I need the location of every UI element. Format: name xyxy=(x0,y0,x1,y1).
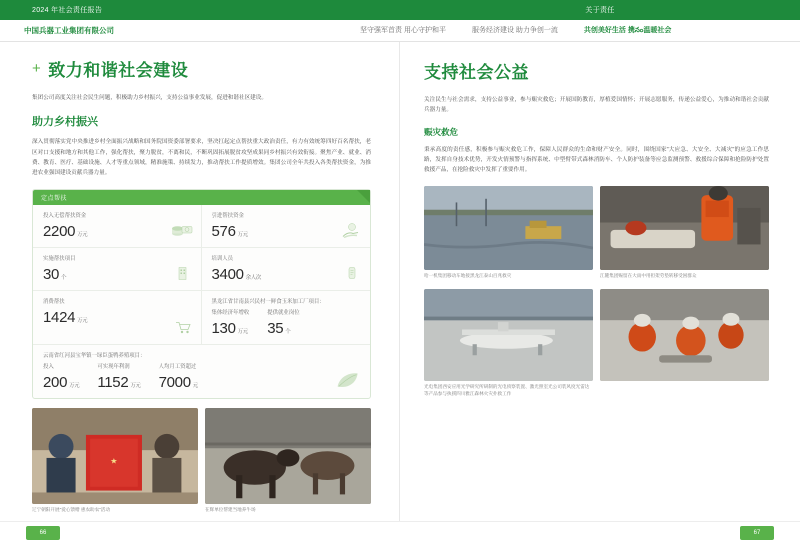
stat-label: 黑龙江省甘南县兴民村一鲜食玉米加工厂项目： xyxy=(211,298,325,305)
page-title-text: 致力和谐社会建设 xyxy=(48,61,189,80)
money-stack-icon xyxy=(171,221,193,239)
stat-cell-yunnan-project xyxy=(33,345,370,398)
top-bar xyxy=(0,0,800,20)
photo-stretcher-rescue xyxy=(600,186,769,270)
nav-item-defense[interactable]: 坚守强军首责 用心守护和平 xyxy=(360,27,446,34)
stat-label: 消费帮扶 xyxy=(43,298,65,305)
stat-value: 2200 xyxy=(43,222,76,240)
page-number-left: 66 xyxy=(26,526,60,540)
stat-value: 3400 xyxy=(211,265,244,283)
stat-value: 35 xyxy=(267,320,284,338)
left-page xyxy=(0,42,399,521)
section-paragraph-relief: 秉承高度的责任感，积极参与赈灾救危工作，保障人民群众的生命和财产安全。同时，围绕国家"大应急、大安全、大减灾"的应急工作思路，发挥自身技术优势，开发火情预警与指挥系统、中型臂带式森林消防车、个人防护装备等应急监测预警、救援综合保障和抢险防护处置救援产品，在抢险救灾中发挥了重要作用。 xyxy=(424,146,769,174)
page-spread xyxy=(0,42,800,521)
stat-label: 投入 xyxy=(43,364,54,371)
stat-label: 集体经济年增收 xyxy=(211,310,250,317)
left-photo-row xyxy=(32,408,371,514)
stat-value: 200 xyxy=(43,374,68,392)
stat-unit: 万元 xyxy=(77,318,88,325)
cart-icon xyxy=(171,318,193,336)
leaf-icon xyxy=(334,369,360,391)
nav-item-economy[interactable]: 服务经济建设 助力争创一流 xyxy=(471,27,558,34)
nav-item-society[interactable]: 共创美好生活 携నం温暖社会 xyxy=(583,27,672,34)
company-name: 中国兵器工业集团有限公司 xyxy=(24,26,114,35)
footer xyxy=(0,521,800,543)
photo-flood-rescue xyxy=(424,186,593,270)
stat-label: 云南省红河县宝华镇一绿臣蛋鸭养殖项目： xyxy=(43,353,146,360)
stat-value: 576 xyxy=(211,222,236,240)
stat-cell xyxy=(202,248,371,291)
photo-card xyxy=(205,408,371,514)
photo-drone xyxy=(424,289,593,381)
stats-panel-header-text: 定点帮扶 xyxy=(41,195,68,202)
stat-label: 引进帮扶资金 xyxy=(211,212,244,219)
photo-card xyxy=(32,408,198,514)
stats-grid xyxy=(33,205,370,399)
stat-cell xyxy=(33,248,202,291)
plus-icon: + xyxy=(32,60,42,77)
stat-value: 30 xyxy=(43,265,60,283)
photo-caption: 哈一机集团移动车地接黑龙江泰山百兆救灾 xyxy=(424,272,512,278)
stat-label: 提供就业岗位 xyxy=(267,310,300,317)
section-heading-relief: 赈灾救危 xyxy=(424,126,459,137)
stat-cell xyxy=(33,291,202,345)
photo-caption: 江麓集团赈留在大雨中用担架劳垫转移受困群众 xyxy=(600,272,697,278)
page-title-right xyxy=(424,58,769,83)
intro-paragraph-right: 关注民生与社会需求，支持公益事业，参与赈灾救危；开展国防教育，厚植爱国情怀；开展志愿服务，传递公益爱心，为推动和谐社会贡献兵器力量。 xyxy=(424,97,769,114)
right-photo-row-1 xyxy=(424,186,769,280)
stat-unit: 万元 xyxy=(130,383,141,390)
photo-cattle xyxy=(205,408,371,504)
report-year-label: 2024 年社会责任报告 xyxy=(32,7,103,14)
right-photo-row-2 xyxy=(424,289,769,398)
page-title xyxy=(32,56,371,81)
page-title-right-text: 支持社会公益 xyxy=(424,63,529,82)
stat-value: 1424 xyxy=(43,309,76,327)
section-heading-rural: 助力乡村振兴 xyxy=(32,116,98,129)
photo-card xyxy=(424,289,593,398)
stat-value: 7000 xyxy=(158,374,191,392)
stat-value: 1152 xyxy=(97,374,129,392)
stat-cell-corn-project xyxy=(202,291,371,345)
stats-panel xyxy=(32,189,371,400)
hand-coin-icon xyxy=(340,221,362,239)
stat-cell xyxy=(202,205,371,248)
stat-unit: 万元 xyxy=(69,383,80,390)
stat-unit: 万元 xyxy=(77,231,88,238)
stat-unit: 万元 xyxy=(237,329,248,336)
stat-label: 人均月工资超过 xyxy=(158,364,197,371)
page-number-right: 67 xyxy=(740,526,774,540)
stat-unit: 个 xyxy=(61,274,67,281)
nav-items xyxy=(360,25,671,36)
photo-card xyxy=(424,186,593,280)
photo-card xyxy=(600,289,769,398)
photo-caption: 辽宁朝阳开展"爱心馈赠 惠农助农"活动 xyxy=(32,507,111,513)
photo-card xyxy=(600,186,769,280)
stat-unit: 元 xyxy=(192,383,198,390)
photo-caption: 光电集团西安应用光学研究所研制的光电侦察装置、激光照室光公司装风度光雷达等产品参与执援四川雅江森林火灾扑救工作 xyxy=(424,383,590,396)
nav-bar xyxy=(0,20,800,42)
section-title-label: 关于责任 xyxy=(585,7,615,14)
building-icon xyxy=(171,264,193,282)
stat-label: 培训人员 xyxy=(211,255,234,262)
svg-text:★: ★ xyxy=(110,457,118,466)
stat-label: 可实现年利润 xyxy=(97,364,130,371)
photo-caption: 在辉单位帮建当地养牛场 xyxy=(205,507,256,513)
stat-cell xyxy=(33,205,202,248)
stat-unit: 万元 xyxy=(237,231,248,238)
stat-label: 投入无偿帮扶资金 xyxy=(43,212,87,219)
stats-panel-header xyxy=(33,190,370,205)
stat-unit: 个 xyxy=(285,329,291,336)
megaphone-icon xyxy=(340,264,362,282)
photo-people-banner xyxy=(32,408,198,504)
photo-firefighters xyxy=(600,289,769,381)
section-paragraph-rural: 深入贯彻落实党中央推进乡村全面振兴战略和国务院国资委部署要求，坚决扛起定点帮扶重大政治责任，有力有效统筹四好百名帮扶，老区对口支援和地方和其他工作，强化帮扶，聚力脱贫，不离和民，不断巩固拓展脱贫攻坚成果同乡村振兴有效衔接。聚焦产业、就业、消费、教育、医疗、基础设施、人才等重点领域，精准施策、持续发力，推动帮扶工作提质增效。集团公司全年共投入各类帮扶资金，为推进农业强国建设贡献兵器力量。 xyxy=(32,139,371,177)
stat-label: 实施帮扶项目 xyxy=(43,255,76,262)
stat-unit: 余人次 xyxy=(245,274,261,281)
stat-value: 130 xyxy=(211,320,236,338)
intro-paragraph: 集团公司高度关注社会民生问题，积极助力乡村振兴，支持公益事业发展，促进和谐社区建设。 xyxy=(32,95,267,101)
corner-fold-icon xyxy=(357,190,370,203)
right-page xyxy=(400,42,799,521)
